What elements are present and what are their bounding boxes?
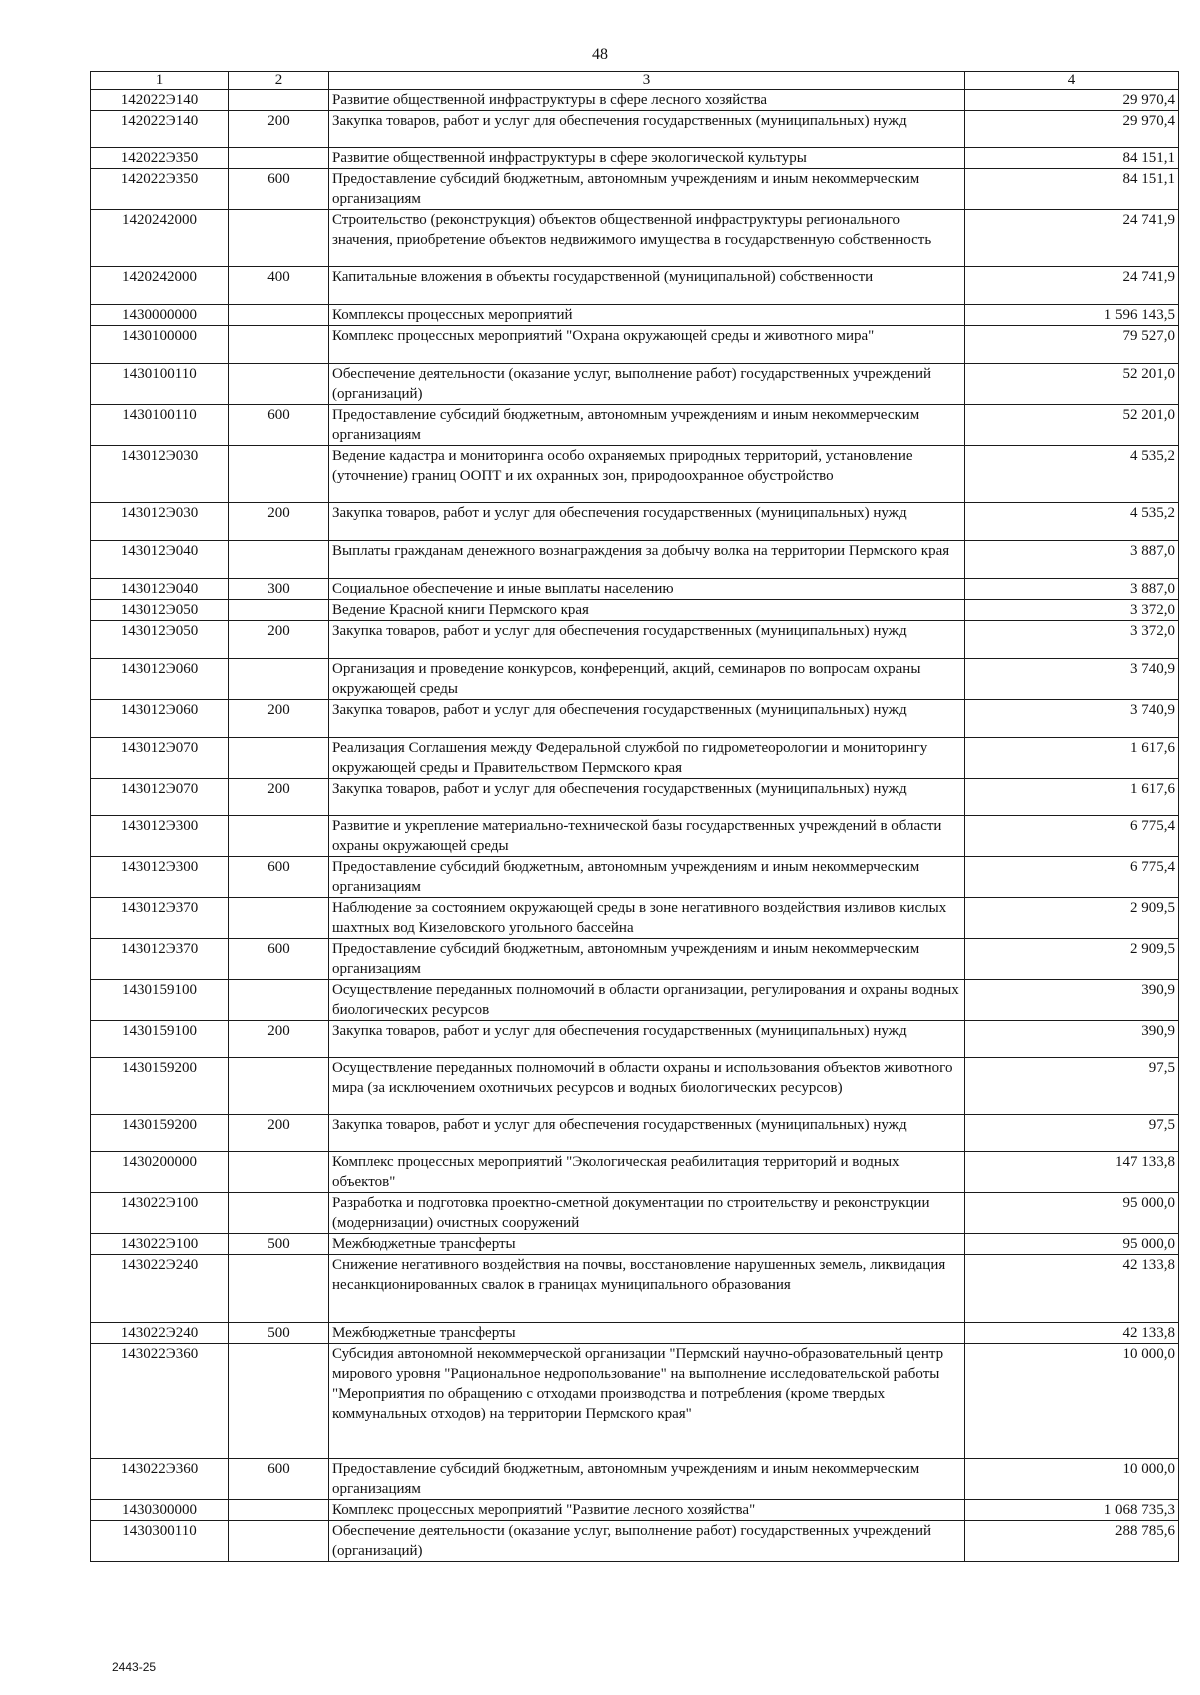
cell-name: Осуществление переданных полномочий в области организации, регулирования и охраны водных биологических ресурсов: [329, 980, 965, 1021]
table-row: [91, 816, 1179, 857]
table-row: [91, 210, 1179, 267]
cell-name: Организация и проведение конкурсов, конференций, акций, семинаров по вопросам охраны окружающей среды: [329, 659, 965, 700]
cell-code: 143012Э300: [91, 816, 229, 857]
table-row: [91, 90, 1179, 111]
cell-code: 1430159100: [91, 980, 229, 1021]
cell-expense-type: 200: [229, 700, 329, 738]
cell-expense-type: 200: [229, 111, 329, 148]
cell-amount: 95 000,0: [965, 1193, 1179, 1234]
table-row: [91, 939, 1179, 980]
cell-name: Закупка товаров, работ и услуг для обеспечения государственных (муниципальных) нужд: [329, 621, 965, 659]
cell-name: Наблюдение за состоянием окружающей среды в зоне негативного воздействия изливов кислых шахтных вод Кизеловского угольного бассейна: [329, 898, 965, 939]
table-row: [91, 1521, 1179, 1562]
table-row: [91, 503, 1179, 541]
cell-name: Комплекс процессных мероприятий "Экологическая реабилитация территорий и водных объектов": [329, 1152, 965, 1193]
cell-amount: 288 785,6: [965, 1521, 1179, 1562]
cell-expense-type: 300: [229, 579, 329, 600]
cell-code: 1430100110: [91, 364, 229, 405]
cell-expense-type: [229, 210, 329, 267]
table-row: [91, 305, 1179, 326]
cell-amount: 84 151,1: [965, 148, 1179, 169]
cell-expense-type: [229, 600, 329, 621]
cell-code: 143012Э370: [91, 898, 229, 939]
cell-code: 143012Э040: [91, 541, 229, 579]
cell-name: Капитальные вложения в объекты государственной (муниципальной) собственности: [329, 267, 965, 305]
cell-code: 143012Э070: [91, 738, 229, 779]
table-row: [91, 1459, 1179, 1500]
cell-amount: 52 201,0: [965, 364, 1179, 405]
cell-code: 1420242000: [91, 210, 229, 267]
cell-amount: 6 775,4: [965, 857, 1179, 898]
cell-code: 142022Э350: [91, 169, 229, 210]
cell-amount: 42 133,8: [965, 1255, 1179, 1323]
cell-name: Ведение Красной книги Пермского края: [329, 600, 965, 621]
cell-expense-type: 600: [229, 939, 329, 980]
table-row: [91, 621, 1179, 659]
cell-name: Комплексы процессных мероприятий: [329, 305, 965, 326]
cell-name: Предоставление субсидий бюджетным, автономным учреждениям и иным некоммерческим организациям: [329, 405, 965, 446]
cell-expense-type: [229, 90, 329, 111]
cell-name: Обеспечение деятельности (оказание услуг, выполнение работ) государственных учреждений (организаций): [329, 1521, 965, 1562]
table-row: [91, 1323, 1179, 1344]
cell-amount: 1 617,6: [965, 738, 1179, 779]
cell-expense-type: 600: [229, 1459, 329, 1500]
cell-name: Развитие общественной инфраструктуры в сфере экологической культуры: [329, 148, 965, 169]
cell-expense-type: 400: [229, 267, 329, 305]
cell-name: Межбюджетные трансферты: [329, 1323, 965, 1344]
cell-code: 143022Э240: [91, 1255, 229, 1323]
cell-amount: 42 133,8: [965, 1323, 1179, 1344]
cell-code: 1430100000: [91, 326, 229, 364]
cell-expense-type: [229, 364, 329, 405]
table-row: [91, 1234, 1179, 1255]
cell-name: Межбюджетные трансферты: [329, 1234, 965, 1255]
table-row: [91, 148, 1179, 169]
cell-expense-type: [229, 898, 329, 939]
cell-name: Осуществление переданных полномочий в области охраны и использования объектов животного мира (за исключением охотничьих ресурсов и водных биологических ресурсов): [329, 1058, 965, 1115]
header-col-2: 2: [229, 72, 329, 90]
cell-amount: 2 909,5: [965, 939, 1179, 980]
cell-name: Развитие и укрепление материально-технической базы государственных учреждений в области охраны окружающей среды: [329, 816, 965, 857]
cell-expense-type: [229, 1152, 329, 1193]
cell-name: Предоставление субсидий бюджетным, автономным учреждениям и иным некоммерческим организациям: [329, 939, 965, 980]
cell-code: 1430159100: [91, 1021, 229, 1058]
cell-code: 143012Э050: [91, 600, 229, 621]
table-row: [91, 1193, 1179, 1234]
cell-name: Предоставление субсидий бюджетным, автономным учреждениям и иным некоммерческим организациям: [329, 857, 965, 898]
header-col-1: 1: [91, 72, 229, 90]
table-row: [91, 738, 1179, 779]
cell-amount: 24 741,9: [965, 267, 1179, 305]
cell-code: 1430300000: [91, 1500, 229, 1521]
cell-amount: 10 000,0: [965, 1459, 1179, 1500]
cell-name: Развитие общественной инфраструктуры в сфере лесного хозяйства: [329, 90, 965, 111]
table-row: [91, 326, 1179, 364]
table-row: [91, 898, 1179, 939]
cell-amount: 3 372,0: [965, 621, 1179, 659]
table-row: [91, 111, 1179, 148]
table-row: [91, 364, 1179, 405]
table-row: [91, 1152, 1179, 1193]
cell-amount: 2 909,5: [965, 898, 1179, 939]
cell-name: Предоставление субсидий бюджетным, автономным учреждениям и иным некоммерческим организациям: [329, 1459, 965, 1500]
cell-code: 143022Э360: [91, 1459, 229, 1500]
cell-amount: 3 740,9: [965, 659, 1179, 700]
cell-code: 143012Э370: [91, 939, 229, 980]
cell-amount: 390,9: [965, 1021, 1179, 1058]
cell-code: 143012Э060: [91, 659, 229, 700]
cell-expense-type: [229, 541, 329, 579]
cell-code: 1430159200: [91, 1058, 229, 1115]
cell-expense-type: [229, 738, 329, 779]
cell-amount: 147 133,8: [965, 1152, 1179, 1193]
cell-expense-type: 600: [229, 405, 329, 446]
cell-expense-type: [229, 305, 329, 326]
cell-expense-type: [229, 148, 329, 169]
header-col-3: 3: [329, 72, 965, 90]
cell-name: Комплекс процессных мероприятий "Развитие лесного хозяйства": [329, 1500, 965, 1521]
header-col-4: 4: [965, 72, 1179, 90]
cell-name: Обеспечение деятельности (оказание услуг, выполнение работ) государственных учреждений (организаций): [329, 364, 965, 405]
table-row: [91, 600, 1179, 621]
cell-amount: 3 740,9: [965, 700, 1179, 738]
table-row: [91, 579, 1179, 600]
budget-table: [90, 71, 1179, 1562]
cell-expense-type: 200: [229, 1115, 329, 1152]
table-row: [91, 779, 1179, 816]
cell-name: Закупка товаров, работ и услуг для обеспечения государственных (муниципальных) нужд: [329, 779, 965, 816]
cell-amount: 1 596 143,5: [965, 305, 1179, 326]
cell-expense-type: [229, 659, 329, 700]
cell-expense-type: [229, 1500, 329, 1521]
cell-expense-type: [229, 1193, 329, 1234]
cell-name: Реализация Соглашения между Федеральной службой по гидрометеорологии и мониторингу окружающей среды и Правительством Пермского края: [329, 738, 965, 779]
cell-amount: 390,9: [965, 980, 1179, 1021]
cell-expense-type: [229, 446, 329, 503]
cell-code: 142022Э350: [91, 148, 229, 169]
cell-code: 1430000000: [91, 305, 229, 326]
table-row: [91, 267, 1179, 305]
cell-name: Предоставление субсидий бюджетным, автономным учреждениям и иным некоммерческим организациям: [329, 169, 965, 210]
table-row: [91, 541, 1179, 579]
table-row: [91, 1115, 1179, 1152]
cell-expense-type: [229, 816, 329, 857]
cell-code: 143012Э040: [91, 579, 229, 600]
cell-expense-type: 500: [229, 1234, 329, 1255]
cell-amount: 6 775,4: [965, 816, 1179, 857]
cell-code: 143022Э100: [91, 1234, 229, 1255]
cell-amount: 4 535,2: [965, 503, 1179, 541]
cell-code: 143012Э050: [91, 621, 229, 659]
document-code: 2443-25: [112, 1660, 157, 1674]
cell-amount: 97,5: [965, 1058, 1179, 1115]
cell-expense-type: [229, 326, 329, 364]
cell-name: Комплекс процессных мероприятий "Охрана окружающей среды и животного мира": [329, 326, 965, 364]
cell-code: 143012Э070: [91, 779, 229, 816]
cell-amount: 4 535,2: [965, 446, 1179, 503]
table-header-row: [91, 72, 1179, 90]
cell-name: Ведение кадастра и мониторинга особо охраняемых природных территорий, установление (уточнение) границ ООПТ и их охранных зон, природоохранное обустройство: [329, 446, 965, 503]
cell-amount: 1 617,6: [965, 779, 1179, 816]
cell-expense-type: 600: [229, 169, 329, 210]
table-row: [91, 1255, 1179, 1323]
cell-code: 1430300110: [91, 1521, 229, 1562]
table-row: [91, 169, 1179, 210]
cell-amount: 79 527,0: [965, 326, 1179, 364]
cell-expense-type: 500: [229, 1323, 329, 1344]
cell-amount: 95 000,0: [965, 1234, 1179, 1255]
cell-code: 1430159200: [91, 1115, 229, 1152]
cell-expense-type: [229, 1058, 329, 1115]
cell-name: Субсидия автономной некоммерческой организации "Пермский научно-образовательный центр мирового уровня "Рациональное недропользование" на выполнение исследовательской работы "Мероприятия по обращению с отходами производства и потребления (кроме твердых коммунальных отходов) на территории Пермского края": [329, 1344, 965, 1459]
cell-name: Закупка товаров, работ и услуг для обеспечения государственных (муниципальных) нужд: [329, 503, 965, 541]
cell-code: 1420242000: [91, 267, 229, 305]
cell-name: Закупка товаров, работ и услуг для обеспечения государственных (муниципальных) нужд: [329, 1115, 965, 1152]
cell-amount: 24 741,9: [965, 210, 1179, 267]
cell-code: 143012Э030: [91, 446, 229, 503]
cell-amount: 3 887,0: [965, 579, 1179, 600]
cell-name: Закупка товаров, работ и услуг для обеспечения государственных (муниципальных) нужд: [329, 111, 965, 148]
cell-name: Закупка товаров, работ и услуг для обеспечения государственных (муниципальных) нужд: [329, 700, 965, 738]
cell-name: Выплаты гражданам денежного вознаграждения за добычу волка на территории Пермского края: [329, 541, 965, 579]
table-body: [91, 90, 1179, 1562]
cell-code: 142022Э140: [91, 90, 229, 111]
cell-amount: 29 970,4: [965, 90, 1179, 111]
page-number: 48: [592, 46, 608, 63]
table-row: [91, 700, 1179, 738]
cell-expense-type: [229, 1255, 329, 1323]
table-row: [91, 659, 1179, 700]
cell-expense-type: [229, 1521, 329, 1562]
cell-amount: 1 068 735,3: [965, 1500, 1179, 1521]
cell-amount: 52 201,0: [965, 405, 1179, 446]
cell-amount: 3 372,0: [965, 600, 1179, 621]
cell-name: Разработка и подготовка проектно-сметной документации по строительству и реконструкции (модернизации) очистных сооружений: [329, 1193, 965, 1234]
table-row: [91, 857, 1179, 898]
cell-code: 1430100110: [91, 405, 229, 446]
cell-amount: 84 151,1: [965, 169, 1179, 210]
cell-code: 142022Э140: [91, 111, 229, 148]
cell-code: 1430200000: [91, 1152, 229, 1193]
table-row: [91, 1344, 1179, 1459]
cell-expense-type: 200: [229, 503, 329, 541]
cell-expense-type: 200: [229, 779, 329, 816]
cell-amount: 29 970,4: [965, 111, 1179, 148]
table-row: [91, 405, 1179, 446]
table-row: [91, 980, 1179, 1021]
cell-amount: 97,5: [965, 1115, 1179, 1152]
table-row: [91, 446, 1179, 503]
cell-amount: 3 887,0: [965, 541, 1179, 579]
cell-name: Строительство (реконструкция) объектов общественной инфраструктуры регионального значения, приобретение объектов недвижимого имущества в государственную собственность: [329, 210, 965, 267]
cell-amount: 10 000,0: [965, 1344, 1179, 1459]
cell-code: 143012Э300: [91, 857, 229, 898]
cell-name: Закупка товаров, работ и услуг для обеспечения государственных (муниципальных) нужд: [329, 1021, 965, 1058]
cell-code: 143022Э360: [91, 1344, 229, 1459]
cell-expense-type: 200: [229, 621, 329, 659]
cell-expense-type: [229, 1344, 329, 1459]
cell-expense-type: [229, 980, 329, 1021]
table-row: [91, 1500, 1179, 1521]
cell-expense-type: 200: [229, 1021, 329, 1058]
cell-code: 143012Э030: [91, 503, 229, 541]
cell-name: Социальное обеспечение и иные выплаты населению: [329, 579, 965, 600]
cell-expense-type: 600: [229, 857, 329, 898]
table-row: [91, 1021, 1179, 1058]
cell-code: 143012Э060: [91, 700, 229, 738]
cell-name: Снижение негативного воздействия на почвы, восстановление нарушенных земель, ликвидация несанкционированных свалок в границах муниципального образования: [329, 1255, 965, 1323]
table-row: [91, 1058, 1179, 1115]
cell-code: 143022Э240: [91, 1323, 229, 1344]
cell-code: 143022Э100: [91, 1193, 229, 1234]
